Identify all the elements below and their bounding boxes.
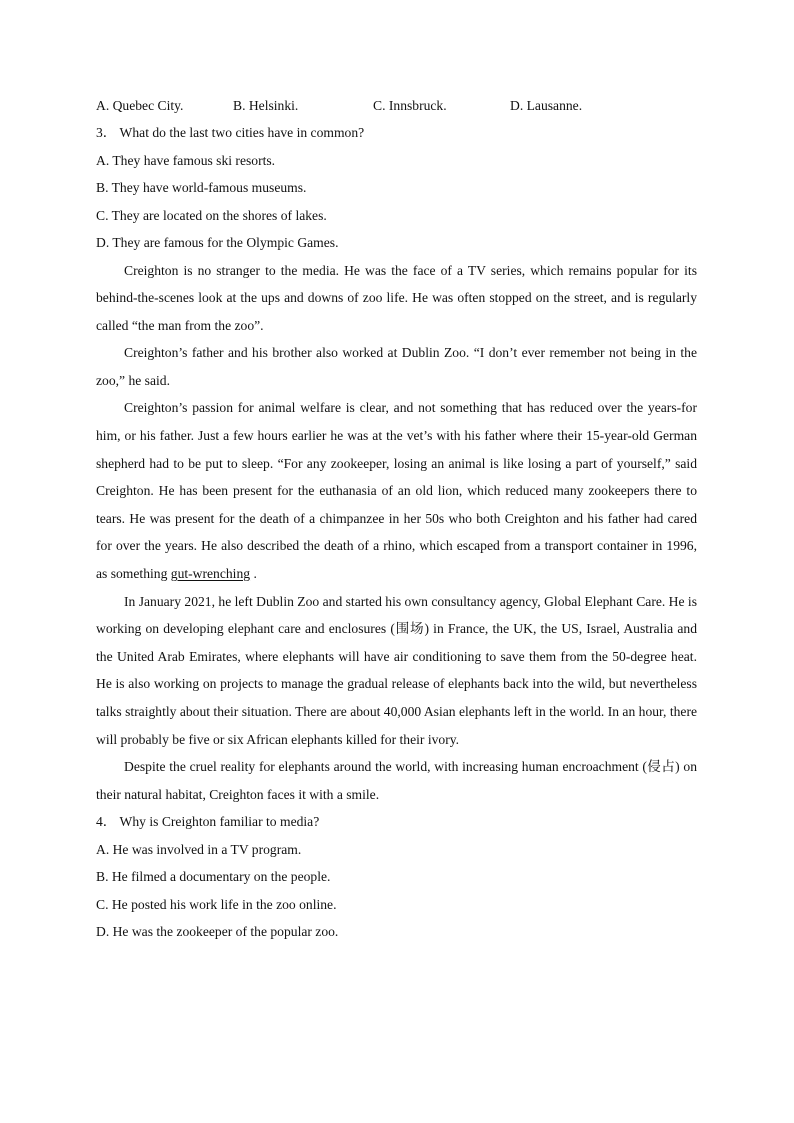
q2-option-a: A. Quebec City. <box>96 97 184 113</box>
q3-option-c: C. They are located on the shores of lakes. <box>96 207 327 223</box>
passage-paragraph-3 <box>96 394 697 587</box>
paragraph-3-end: . <box>250 566 257 582</box>
passage-paragraph-2: Creighton’s father and his brother also worked at Dublin Zoo. “I don’t ever remember not being in the zoo,” he said. <box>96 345 697 388</box>
underlined-word: gut-wrenching <box>170 566 251 582</box>
q4-option-d: D. He was the zookeeper of the popular zoo. <box>96 924 339 940</box>
q3-stem: 3． What do the last two cities have in common? <box>96 125 365 140</box>
exam-page <box>96 92 697 946</box>
q2-option-c: C. Innsbruck. <box>373 97 447 113</box>
q3-option-d: D. They are famous for the Olympic Games. <box>96 235 339 250</box>
q3-option-b: B. They have world-famous museums. <box>96 180 307 195</box>
q4-stem: 4． Why is Creighton familiar to media? <box>96 814 320 830</box>
q2-option-d: D. Lausanne. <box>510 97 583 113</box>
q4-option-b: B. He filmed a documentary on the people. <box>96 869 331 885</box>
q3-option-a: A. They have famous ski resorts. <box>96 152 276 168</box>
passage-paragraph-5: Despite the cruel reality for elephants around the world, with increasing human encroachment (侵占) on their natural habitat, Creighton faces it with a smile. <box>96 759 697 802</box>
passage-paragraph-1: Creighton is no stranger to the media. He was the face of a TV series, which remains popular for its behind-the-scenes look at the ups and downs of zoo life. He was often stopped on the street, and is regularly called “the man from the zoo”. <box>96 262 697 333</box>
q4-option-a: A. He was involved in a TV program. <box>96 841 302 857</box>
passage-paragraph-4: In January 2021, he left Dublin Zoo and started his own consultancy agency, Global Elephant Care. He is working on developing elephant care and enclosures (围场) in France, the UK, the US, Israel, Australia and the United Arab Emirates, where elephants will have air conditioning to save them from the 50-degree heat. He is also working on projects to manage the gradual release of elephants back into the wild, but nevertheless talks straightly about their situation. There are about 40,000 Asian elephants left in the world. In an hour, there will probably be five or six African elephants killed for their ivory. <box>96 593 697 747</box>
q2-option-b: B. Helsinki. <box>233 97 299 113</box>
q2-options <box>96 92 697 119</box>
q4-option-c: C. He posted his work life in the zoo online. <box>96 896 337 912</box>
paragraph-3-text: Creighton’s passion for animal welfare is clear, and not something that has reduced over the years-for him, or his father. Just a few hours earlier he was at the vet’s with his father where their 15-year-old German shepherd had to be put to sleep. “For any zookeeper, losing an animal is like losing a part of yourself,” said Creighton. He has been present for the euthanasia of an old lion, which reduced many zookeepers there to tears. He was present for the death of a chimpanzee in her 50s who both Creighton and his father had cared for over the years. He also described the death of a rhino, which escaped from a transport container in 1996, as something <box>96 400 697 582</box>
